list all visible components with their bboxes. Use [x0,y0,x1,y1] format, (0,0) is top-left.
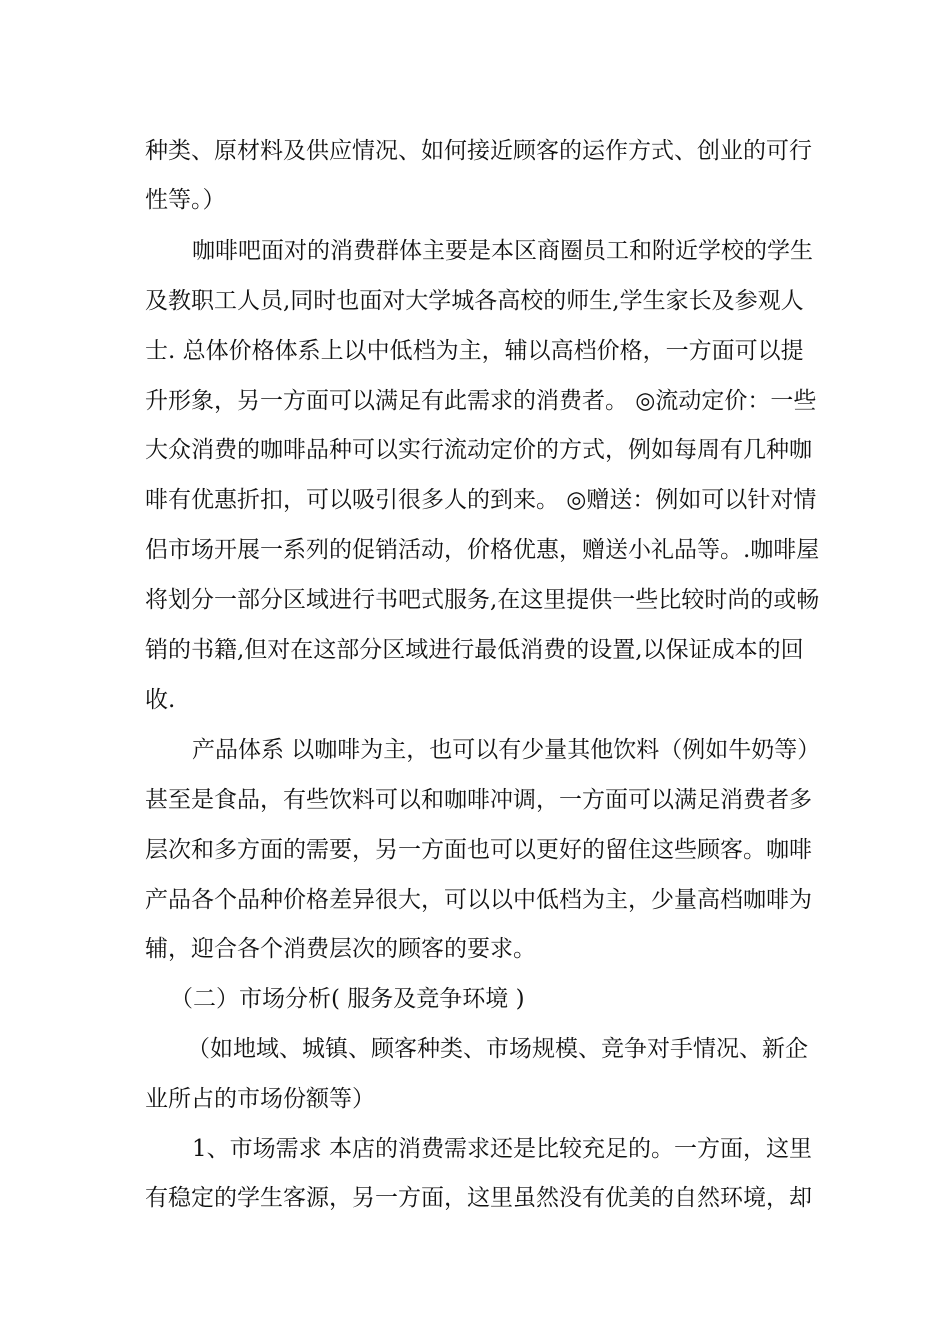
text-line: 1、市场需求 本店的消费需求还是比较充足的。一方面，这里 [192,1136,812,1162]
text-line: 甚至是食品，有些饮料可以和咖啡冲调，一方面可以满足消费者多 [145,787,812,813]
text-line: 咖啡吧面对的消费群体主要是本区商圈员工和附近学校的学生 [192,238,813,264]
text-line: 性等。） [145,187,226,213]
text-line: 侣市场开展一系列的促销活动，价格优惠，赠送小礼品等。.咖啡屋 [145,537,820,563]
text-line: 业所占的市场份额等） [145,1086,375,1112]
text-line: 层次和多方面的需要，另一方面也可以更好的留住这些顾客。咖啡 [145,837,812,863]
text-line: 销的书籍,但对在这部分区域进行最低消费的设置,以保证成本的回 [145,637,804,663]
text-line: 大众消费的咖啡品种可以实行流动定价的方式，例如每周有几种咖 [145,437,812,463]
text-line: 啡有优惠折扣，可以吸引很多人的到来。 ◎赠送：例如可以针对情 [145,487,817,513]
text-line: 有稳定的学生客源，另一方面，这里虽然没有优美的自然环境，却 [145,1185,812,1211]
text-line: 产品各个品种价格差异很大，可以以中低档为主，少量高档咖啡为 [145,887,812,913]
text-line: 升形象，另一方面可以满足有此需求的消费者。 ◎流动定价：一些 [145,388,817,414]
text-line: 及教职工人员,同时也面对大学城各高校的师生,学生家长及参观人 [145,288,804,314]
text-line: 种类、原材料及供应情况、如何接近顾客的运作方式、创业的可行 [145,138,812,164]
text-line: 收. [145,687,176,713]
section-heading: （二）市场分析( 服务及竞争环境 ) [170,986,525,1012]
text-line: （如地域、城镇、顾客种类、市场规模、竞争对手情况、新企 [187,1036,808,1062]
text-line: 士. 总体价格体系上以中低档为主，辅以高档价格，一方面可以提 [145,338,804,364]
text-line: 辅，迎合各个消费层次的顾客的要求。 [145,936,536,962]
text-line: 将划分一部分区域进行书吧式服务,在这里提供一些比较时尚的或畅 [145,587,820,613]
text-line: 产品体系 以咖啡为主，也可以有少量其他饮料（例如牛奶等） [192,737,821,763]
